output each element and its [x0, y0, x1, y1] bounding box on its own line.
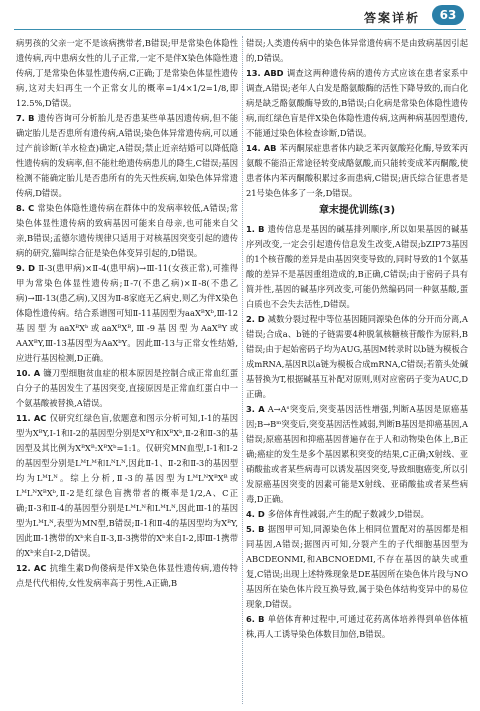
- answer-text: 据图甲可知,同源染色体上相同位置配对的基因都是相同基因,A错误;据图丙可知,分裂产生的子代细胞基因型为ABCDEONMI,和ABCNOEDMI,不存在基因的缺失或重复,C错误;出现上述特殊现象是DE基因所在染色体片段与NO基因所在染色体片段互换导致,属于染色体结构变异中的易位现象,D错误。: [246, 524, 469, 609]
- answer-paragraph: [246, 507, 468, 522]
- answer-paragraph: [246, 222, 468, 312]
- answer-paragraph: [246, 522, 468, 612]
- answer-paragraph: [16, 411, 238, 561]
- answer-paragraph: [246, 612, 468, 642]
- answer-number: 13. ABD: [246, 68, 284, 78]
- answer-text: 调查这两种遗传病的遗传方式应该在患者家系中调查,A错误;老年人白发是酪氨酸酶的活性下降导致的,而白化病是缺乏酪氨酸酶导致的,B错误;白化病是常染色体隐性遗传病,而红绿色盲是伴X染色体隐性遗传病,这两种病基因型遗传,不能通过染色体检查诊断,D错误。: [246, 68, 468, 138]
- answer-text: 错误;人类遗传病中的染色体异常遗传病不是由致病基因引起的,D错误。: [246, 38, 468, 63]
- column-divider: [242, 36, 243, 704]
- answer-paragraph: [246, 312, 468, 402]
- answer-text: 病男孩的父亲一定不是该病携带者,B错误;甲是常染色体隐性遗传病,丙中患病女性的儿子正常,一定不是伴X染色体隐性遗传病,丁是常染色体显性遗传病,C正确;丁是常染色体显性遗传病,这对夫妇再生一个正常女儿的概率=1/4×1/2=1/8,即12.5%,D错误。: [16, 38, 238, 108]
- answer-number: 9. D: [16, 263, 36, 273]
- answer-paragraph: [16, 366, 238, 411]
- answer-paragraph: [246, 36, 468, 66]
- answer-number: 6. B: [246, 614, 265, 624]
- answer-number: 11. AC: [16, 413, 47, 423]
- answer-paragraph: [16, 561, 238, 591]
- page-header: [0, 0, 480, 30]
- answer-text: 减数分裂过程中等位基因随同源染色体的分开而分离,A错误;合成a、b链的子链需要4种脱氧核糖核苷酸作为原料,B错误;由于起始密码子均为AUG,基因M转录时以b链为模板合成mRNA,基因R以a链为模板合成mRNA,C错误;若箭头处碱基替换为T,根据碱基互补配对原则,则对应密码子变为AUC,D正确。: [246, 314, 468, 399]
- answer-paragraph: [16, 201, 238, 261]
- answer-paragraph: [246, 402, 468, 507]
- answer-text: Ⅱ-3(患甲病)×Ⅱ-4(患甲病)→Ⅲ-11(女孩正常),可推得甲为常染色体显性遗传病;Ⅱ-7(不患乙病)×Ⅱ-8(不患乙病)→Ⅲ-13(患乙病),又因为Ⅱ-8家庭无乙病史,则乙为伴X染色体隐性遗传病。结合系谱图可知Ⅱ-11基因型为aaXᴮXᵇ,Ⅲ-12基因型为aaXᴮXᵇ或aaXᴮXᴮ,Ⅲ-9基因型为AaXᴮY或AAXᴮY,Ⅲ-13基因型为AaXᵇY。因此Ⅲ-13与正常女性结婚,应进行基因检测,D正确。: [16, 263, 238, 363]
- answer-text: 仅研究红绿色盲,依题意和图示分析可知,Ⅰ-1的基因型为XᴮY,Ⅰ-1和Ⅰ-2的基因型分别是XᴮY和XᴮXᵇ,Ⅱ-2和Ⅱ-3的基因型及其比例为XᴮXᴮ:XᴮXᵇ=1:1。仅研究MN血型,Ⅰ-1和Ⅰ-2的基因型分别是LᴹLᴹ和LᴺLᴺ,因此Ⅱ-1、Ⅱ-2和Ⅱ-3的基因型均为LᴹLᴺ。综上分析,Ⅱ-3的基因型为LᴹLᴺXᴮXᴮ或LᴹLᴺXᴮXᵇ,Ⅱ-2是红绿色盲携带者的概率是1/2,A、C正确;Ⅱ-3和Ⅱ-4的基因型分别是LᴹLᴺ和LᴹLᴺ,因此Ⅲ-1的基因型为LᴹLᴺ,表型为MN型,B错误;Ⅱ-1和Ⅱ-4的基因型均为XᴮY,因此Ⅲ-1携带的Xᵇ来自Ⅱ-3,Ⅱ-3携带的Xᵇ来自Ⅰ-2,即Ⅲ-1携带的Xᵇ来自Ⅰ-2,D错误。: [16, 413, 238, 558]
- answer-paragraph: [16, 36, 238, 111]
- left-column: [16, 36, 238, 591]
- answer-number: 7. B: [16, 113, 35, 123]
- answer-number: 1. B: [246, 224, 265, 234]
- answer-number: 14. AB: [246, 143, 277, 153]
- answer-text: 遗传咨询可分析胎儿是否患某些单基因遗传病,但不能确定胎儿是否患所有遗传病,A错误;染色体异常遗传病,可以通过产前诊断(羊水检查)确定,A错误;禁止近亲结婚可以降低隐性遗传病的发病率,但不能杜绝遗传病患儿的降生,C错误;基因检测不能确定胎儿是否患所有的先天性疾病,如染色体异常遗传病,D错误。: [16, 113, 239, 198]
- header-title: 答案详析: [363, 11, 420, 25]
- answer-paragraph: [16, 111, 238, 201]
- answer-number: 12. AC: [16, 563, 47, 573]
- answer-number: 3. A: [246, 404, 265, 414]
- answer-paragraph: [246, 66, 468, 141]
- answer-paragraph: [16, 261, 238, 366]
- header-rule: [14, 29, 466, 30]
- answer-number: 2. D: [246, 314, 265, 324]
- answer-text: 多倍体育性减弱,产生的配子数减少,D错误。: [267, 509, 429, 519]
- answer-text: 常染色体隐性遗传病在群体中的发病率较低,A错误;常染色体显性遗传病的致病基因可能来自母亲,也可能来自父亲,B错误;孟德尔遗传规律只适用于对核基因突变引起的遗传病的研究,猫叫综合征是染色体变异引起的,D错误。: [16, 203, 238, 258]
- answer-number: 10. A: [16, 368, 41, 378]
- answer-text: 抗维生素D佝偻病是伴X染色体显性遗传病,遗传特点是代代相传,女性发病率高于男性,A正确,B: [16, 563, 238, 588]
- answer-text: 遗传信息是基因的碱基排列顺序,所以如果基因的碱基序列改变,一定会引起遗传信息发生改变,A错误;bZIP73基因的1个核苷酸的差异是由基因突变导致的,同时导致的1个氨基酸的差异不是基因重组造成的,B正确,C错误;由于密码子具有简并性,基因的碱基序列改变,可能仍然编码同一种氨基酸,蛋白质也不会失去活性,D错误。: [246, 224, 469, 309]
- answer-number: 4. D: [246, 509, 265, 519]
- answer-paragraph: [246, 141, 468, 201]
- section-heading: 章末提优训练(3): [318, 205, 396, 216]
- answer-text: 苯丙酮尿症患者体内缺乏苯丙氨酸羟化酶,导致苯丙氨酸不能沿正常途径转变成酪氨酸,而只能转变成苯丙酮酸,使患者体内苯丙酮酸积累过多而患病,C错误;唐氏综合征患者是21号染色体多了一条,D错误。: [246, 143, 468, 198]
- answer-text: 单倍体育种过程中,可通过花药离体培养得到单倍体植株,再人工诱导染色体数目加倍,B错误。: [246, 614, 469, 639]
- right-column: [246, 36, 468, 642]
- page-number-badge: 63: [432, 5, 464, 25]
- answer-number: 5. B: [246, 524, 265, 534]
- answer-text: A→Aˢ突变后,突变基因活性增强,判断A基因是原癌基因;B→Bᵐ突变后,突变基因活性减弱,判断B基因是抑癌基因,A错误;原癌基因和抑癌基因普遍存在于人和动物染色体上,B正确;癌症的发生是多个基因累积突变的结果,C正确;X射线、亚硝酸盐或者某些病毒可以诱发基因突变,导致细胞癌变,所以引发原癌基因突变的因素可能是X射线、亚硝酸盐或者某些病毒,D正确。: [246, 404, 468, 504]
- answer-number: 8. C: [16, 203, 35, 213]
- answer-text: 镰刀型细胞贫血症的根本原因是控制合成正常血红蛋白分子的基因发生了基因突变,直接原因是正常血红蛋白中一个氨基酸被替换,A错误。: [16, 368, 238, 408]
